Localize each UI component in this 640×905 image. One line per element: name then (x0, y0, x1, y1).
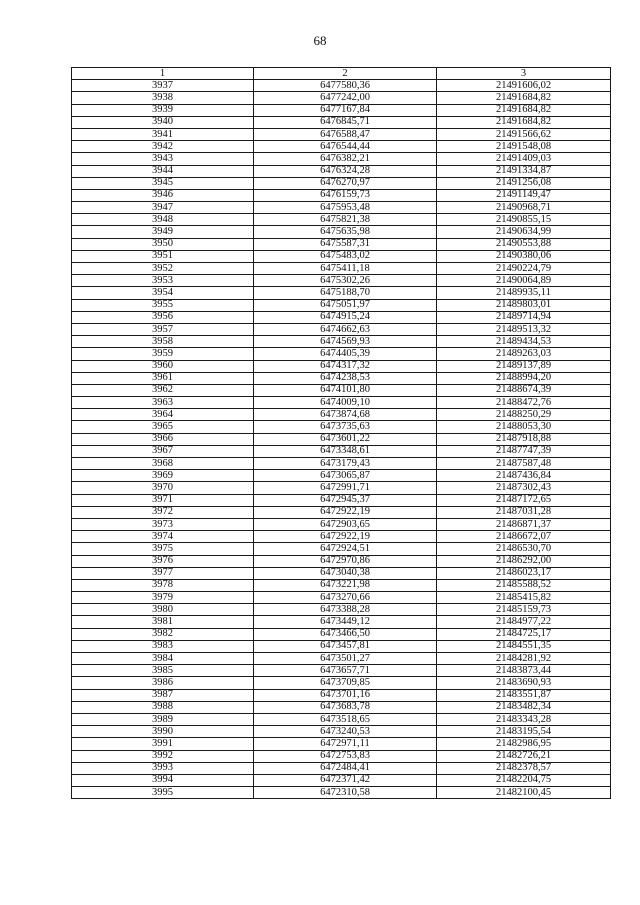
x-coordinate-cell: 6473501,27 (254, 653, 437, 665)
point-number-cell: 3976 (72, 555, 254, 567)
table-row (72, 592, 611, 604)
point-number-cell: 3981 (72, 616, 254, 628)
x-coordinate-cell: 6473709,85 (254, 677, 437, 689)
table-row (72, 555, 611, 567)
column-header-2: 2 (254, 68, 437, 80)
point-number-cell: 3942 (72, 141, 254, 153)
table-row (72, 141, 611, 153)
y-coordinate-cell: 21487918,88 (437, 433, 611, 445)
point-number-cell: 3939 (72, 104, 254, 116)
point-number-cell: 3950 (72, 238, 254, 250)
y-coordinate-cell: 21488674,39 (437, 384, 611, 396)
table-row (72, 567, 611, 579)
x-coordinate-cell: 6477242,00 (254, 92, 437, 104)
table-row (72, 384, 611, 396)
table-row (72, 116, 611, 128)
point-number-cell: 3986 (72, 677, 254, 689)
x-coordinate-cell: 6475188,70 (254, 287, 437, 299)
x-coordinate-cell: 6473449,12 (254, 616, 437, 628)
table-row (72, 433, 611, 445)
y-coordinate-cell: 21487436,84 (437, 470, 611, 482)
point-number-cell: 3993 (72, 762, 254, 774)
x-coordinate-cell: 6472484,41 (254, 762, 437, 774)
x-coordinate-cell: 6472753,83 (254, 750, 437, 762)
y-coordinate-cell: 21486672,07 (437, 531, 611, 543)
point-number-cell: 3973 (72, 518, 254, 530)
table-body (72, 80, 611, 799)
x-coordinate-cell: 6475411,18 (254, 263, 437, 275)
x-coordinate-cell: 6472924,51 (254, 543, 437, 555)
x-coordinate-cell: 6475051,97 (254, 299, 437, 311)
y-coordinate-cell: 21488053,30 (437, 421, 611, 433)
y-coordinate-cell: 21484551,35 (437, 640, 611, 652)
y-coordinate-cell: 21483690,93 (437, 677, 611, 689)
y-coordinate-cell: 21491684,82 (437, 104, 611, 116)
point-number-cell: 3994 (72, 774, 254, 786)
x-coordinate-cell: 6473065,87 (254, 470, 437, 482)
point-number-cell: 3995 (72, 787, 254, 799)
point-number-cell: 3948 (72, 214, 254, 226)
table-row (72, 397, 611, 409)
y-coordinate-cell: 21485415,82 (437, 592, 611, 604)
y-coordinate-cell: 21484977,22 (437, 616, 611, 628)
table-row (72, 226, 611, 238)
x-coordinate-cell: 6474569,93 (254, 336, 437, 348)
point-number-cell: 3961 (72, 372, 254, 384)
table-row (72, 482, 611, 494)
table-row (72, 762, 611, 774)
y-coordinate-cell: 21491684,82 (437, 116, 611, 128)
table-row (72, 653, 611, 665)
x-coordinate-cell: 6475635,98 (254, 226, 437, 238)
table-row (72, 713, 611, 725)
x-coordinate-cell: 6475483,02 (254, 250, 437, 262)
y-coordinate-cell: 21485588,52 (437, 579, 611, 591)
table-row (72, 640, 611, 652)
point-number-cell: 3944 (72, 165, 254, 177)
y-coordinate-cell: 21489137,89 (437, 360, 611, 372)
y-coordinate-cell: 21483343,28 (437, 713, 611, 725)
point-number-cell: 3992 (72, 750, 254, 762)
y-coordinate-cell: 21482204,75 (437, 774, 611, 786)
point-number-cell: 3960 (72, 360, 254, 372)
x-coordinate-cell: 6476382,21 (254, 153, 437, 165)
table-row (72, 360, 611, 372)
point-number-cell: 3951 (72, 250, 254, 262)
y-coordinate-cell: 21483551,87 (437, 689, 611, 701)
x-coordinate-cell: 6476324,28 (254, 165, 437, 177)
table-row (72, 579, 611, 591)
table-row (72, 518, 611, 530)
y-coordinate-cell: 21482100,45 (437, 787, 611, 799)
y-coordinate-cell: 21491256,08 (437, 177, 611, 189)
point-number-cell: 3984 (72, 653, 254, 665)
point-number-cell: 3963 (72, 397, 254, 409)
table-row (72, 628, 611, 640)
table-row (72, 92, 611, 104)
x-coordinate-cell: 6476845,71 (254, 116, 437, 128)
table-row (72, 458, 611, 470)
point-number-cell: 3971 (72, 494, 254, 506)
table-row (72, 543, 611, 555)
y-coordinate-cell: 21487302,43 (437, 482, 611, 494)
table-row (72, 738, 611, 750)
point-number-cell: 3972 (72, 506, 254, 518)
table-row (72, 263, 611, 275)
x-coordinate-cell: 6472922,19 (254, 531, 437, 543)
x-coordinate-cell: 6476544,44 (254, 141, 437, 153)
x-coordinate-cell: 6472371,42 (254, 774, 437, 786)
table-row (72, 323, 611, 335)
point-number-cell: 3989 (72, 713, 254, 725)
y-coordinate-cell: 21484281,92 (437, 653, 611, 665)
page-number: 68 (313, 33, 327, 48)
y-coordinate-cell: 21483873,44 (437, 665, 611, 677)
point-number-cell: 3970 (72, 482, 254, 494)
point-number-cell: 3947 (72, 202, 254, 214)
point-number-cell: 3954 (72, 287, 254, 299)
y-coordinate-cell: 21482378,57 (437, 762, 611, 774)
table-row (72, 470, 611, 482)
y-coordinate-cell: 21490064,89 (437, 275, 611, 287)
point-number-cell: 3975 (72, 543, 254, 555)
x-coordinate-cell: 6472971,11 (254, 738, 437, 750)
x-coordinate-cell: 6473270,66 (254, 592, 437, 604)
point-number-cell: 3987 (72, 689, 254, 701)
table-row (72, 750, 611, 762)
table-row (72, 774, 611, 786)
y-coordinate-cell: 21490968,71 (437, 202, 611, 214)
x-coordinate-cell: 6474405,39 (254, 348, 437, 360)
table-row (72, 421, 611, 433)
point-number-cell: 3965 (72, 421, 254, 433)
table-row (72, 531, 611, 543)
y-coordinate-cell: 21486871,37 (437, 518, 611, 530)
point-number-cell: 3956 (72, 311, 254, 323)
y-coordinate-cell: 21486023,17 (437, 567, 611, 579)
table-row (72, 689, 611, 701)
y-coordinate-cell: 21491409,03 (437, 153, 611, 165)
x-coordinate-cell: 6476159,73 (254, 189, 437, 201)
x-coordinate-cell: 6474317,32 (254, 360, 437, 372)
table-row (72, 189, 611, 201)
point-number-cell: 3938 (72, 92, 254, 104)
point-number-cell: 3949 (72, 226, 254, 238)
x-coordinate-cell: 6474101,80 (254, 384, 437, 396)
point-number-cell: 3958 (72, 336, 254, 348)
y-coordinate-cell: 21491334,87 (437, 165, 611, 177)
point-number-cell: 3974 (72, 531, 254, 543)
y-coordinate-cell: 21491684,82 (437, 92, 611, 104)
table-row (72, 238, 611, 250)
x-coordinate-cell: 6472991,71 (254, 482, 437, 494)
y-coordinate-cell: 21490553,88 (437, 238, 611, 250)
y-coordinate-cell: 21487587,48 (437, 458, 611, 470)
x-coordinate-cell: 6473874,68 (254, 409, 437, 421)
table-row (72, 701, 611, 713)
point-number-cell: 3990 (72, 726, 254, 738)
table-row (72, 726, 611, 738)
table-row (72, 787, 611, 799)
point-number-cell: 3988 (72, 701, 254, 713)
x-coordinate-cell: 6476270,97 (254, 177, 437, 189)
y-coordinate-cell: 21487172,65 (437, 494, 611, 506)
table-row (72, 80, 611, 92)
table-row (72, 104, 611, 116)
y-coordinate-cell: 21486292,00 (437, 555, 611, 567)
y-coordinate-cell: 21490855,15 (437, 214, 611, 226)
y-coordinate-cell: 21488250,29 (437, 409, 611, 421)
x-coordinate-cell: 6473683,78 (254, 701, 437, 713)
y-coordinate-cell: 21487031,28 (437, 506, 611, 518)
table-row (72, 494, 611, 506)
x-coordinate-cell: 6473735,63 (254, 421, 437, 433)
x-coordinate-cell: 6472903,65 (254, 518, 437, 530)
y-coordinate-cell: 21489714,94 (437, 311, 611, 323)
y-coordinate-cell: 21489434,53 (437, 336, 611, 348)
point-number-cell: 3969 (72, 470, 254, 482)
point-number-cell: 3957 (72, 323, 254, 335)
coordinates-table (71, 67, 611, 799)
x-coordinate-cell: 6473221,98 (254, 579, 437, 591)
table-row (72, 409, 611, 421)
y-coordinate-cell: 21484725,17 (437, 628, 611, 640)
point-number-cell: 3941 (72, 128, 254, 140)
table-row (72, 616, 611, 628)
x-coordinate-cell: 6474238,53 (254, 372, 437, 384)
y-coordinate-cell: 21491149,47 (437, 189, 611, 201)
point-number-cell: 3967 (72, 445, 254, 457)
table-row (72, 665, 611, 677)
point-number-cell: 3937 (72, 80, 254, 92)
column-header-1: 1 (72, 68, 254, 80)
table-row (72, 604, 611, 616)
y-coordinate-cell: 21491606,02 (437, 80, 611, 92)
y-coordinate-cell: 21490634,99 (437, 226, 611, 238)
column-header-3: 3 (437, 68, 611, 80)
table-row (72, 202, 611, 214)
x-coordinate-cell: 6472945,37 (254, 494, 437, 506)
table-row (72, 372, 611, 384)
y-coordinate-cell: 21482986,95 (437, 738, 611, 750)
point-number-cell: 3952 (72, 263, 254, 275)
y-coordinate-cell: 21490380,06 (437, 250, 611, 262)
table-row (72, 153, 611, 165)
point-number-cell: 3959 (72, 348, 254, 360)
y-coordinate-cell: 21490224,79 (437, 263, 611, 275)
y-coordinate-cell: 21486530,70 (437, 543, 611, 555)
table-row (72, 336, 611, 348)
table-row (72, 250, 611, 262)
point-number-cell: 3964 (72, 409, 254, 421)
point-number-cell: 3953 (72, 275, 254, 287)
y-coordinate-cell: 21483195,54 (437, 726, 611, 738)
table-row (72, 677, 611, 689)
point-number-cell: 3980 (72, 604, 254, 616)
y-coordinate-cell: 21485159,73 (437, 604, 611, 616)
point-number-cell: 3943 (72, 153, 254, 165)
x-coordinate-cell: 6475953,48 (254, 202, 437, 214)
table-row (72, 445, 611, 457)
table-row (72, 287, 611, 299)
table-header-row (72, 68, 611, 80)
table-row (72, 214, 611, 226)
x-coordinate-cell: 6473466,50 (254, 628, 437, 640)
x-coordinate-cell: 6477580,36 (254, 80, 437, 92)
point-number-cell: 3966 (72, 433, 254, 445)
point-number-cell: 3962 (72, 384, 254, 396)
x-coordinate-cell: 6473040,38 (254, 567, 437, 579)
x-coordinate-cell: 6472970,86 (254, 555, 437, 567)
y-coordinate-cell: 21489935,11 (437, 287, 611, 299)
x-coordinate-cell: 6472310,58 (254, 787, 437, 799)
x-coordinate-cell: 6473348,61 (254, 445, 437, 457)
table-row (72, 506, 611, 518)
x-coordinate-cell: 6473518,65 (254, 713, 437, 725)
x-coordinate-cell: 6473601,22 (254, 433, 437, 445)
x-coordinate-cell: 6473240,53 (254, 726, 437, 738)
x-coordinate-cell: 6475302,26 (254, 275, 437, 287)
point-number-cell: 3978 (72, 579, 254, 591)
x-coordinate-cell: 6476588,47 (254, 128, 437, 140)
point-number-cell: 3955 (72, 299, 254, 311)
y-coordinate-cell: 21489803,01 (437, 299, 611, 311)
point-number-cell: 3945 (72, 177, 254, 189)
x-coordinate-cell: 6477167,84 (254, 104, 437, 116)
table-row (72, 311, 611, 323)
point-number-cell: 3991 (72, 738, 254, 750)
x-coordinate-cell: 6474662,63 (254, 323, 437, 335)
point-number-cell: 3979 (72, 592, 254, 604)
table-row (72, 299, 611, 311)
x-coordinate-cell: 6473657,71 (254, 665, 437, 677)
table-row (72, 348, 611, 360)
x-coordinate-cell: 6474915,24 (254, 311, 437, 323)
y-coordinate-cell: 21488994,20 (437, 372, 611, 384)
table-row (72, 165, 611, 177)
y-coordinate-cell: 21482726,21 (437, 750, 611, 762)
y-coordinate-cell: 21489513,32 (437, 323, 611, 335)
point-number-cell: 3968 (72, 458, 254, 470)
x-coordinate-cell: 6475821,38 (254, 214, 437, 226)
y-coordinate-cell: 21489263,03 (437, 348, 611, 360)
point-number-cell: 3977 (72, 567, 254, 579)
x-coordinate-cell: 6474009,10 (254, 397, 437, 409)
point-number-cell: 3946 (72, 189, 254, 201)
y-coordinate-cell: 21491566,62 (437, 128, 611, 140)
table-row (72, 128, 611, 140)
x-coordinate-cell: 6473457,81 (254, 640, 437, 652)
x-coordinate-cell: 6473179,43 (254, 458, 437, 470)
point-number-cell: 3983 (72, 640, 254, 652)
x-coordinate-cell: 6475587,31 (254, 238, 437, 250)
y-coordinate-cell: 21487747,39 (437, 445, 611, 457)
y-coordinate-cell: 21483482,34 (437, 701, 611, 713)
point-number-cell: 3940 (72, 116, 254, 128)
y-coordinate-cell: 21491548,08 (437, 141, 611, 153)
x-coordinate-cell: 6472922,19 (254, 506, 437, 518)
x-coordinate-cell: 6473701,16 (254, 689, 437, 701)
y-coordinate-cell: 21488472,76 (437, 397, 611, 409)
point-number-cell: 3982 (72, 628, 254, 640)
table-row (72, 177, 611, 189)
point-number-cell: 3985 (72, 665, 254, 677)
x-coordinate-cell: 6473388,28 (254, 604, 437, 616)
table-row (72, 275, 611, 287)
